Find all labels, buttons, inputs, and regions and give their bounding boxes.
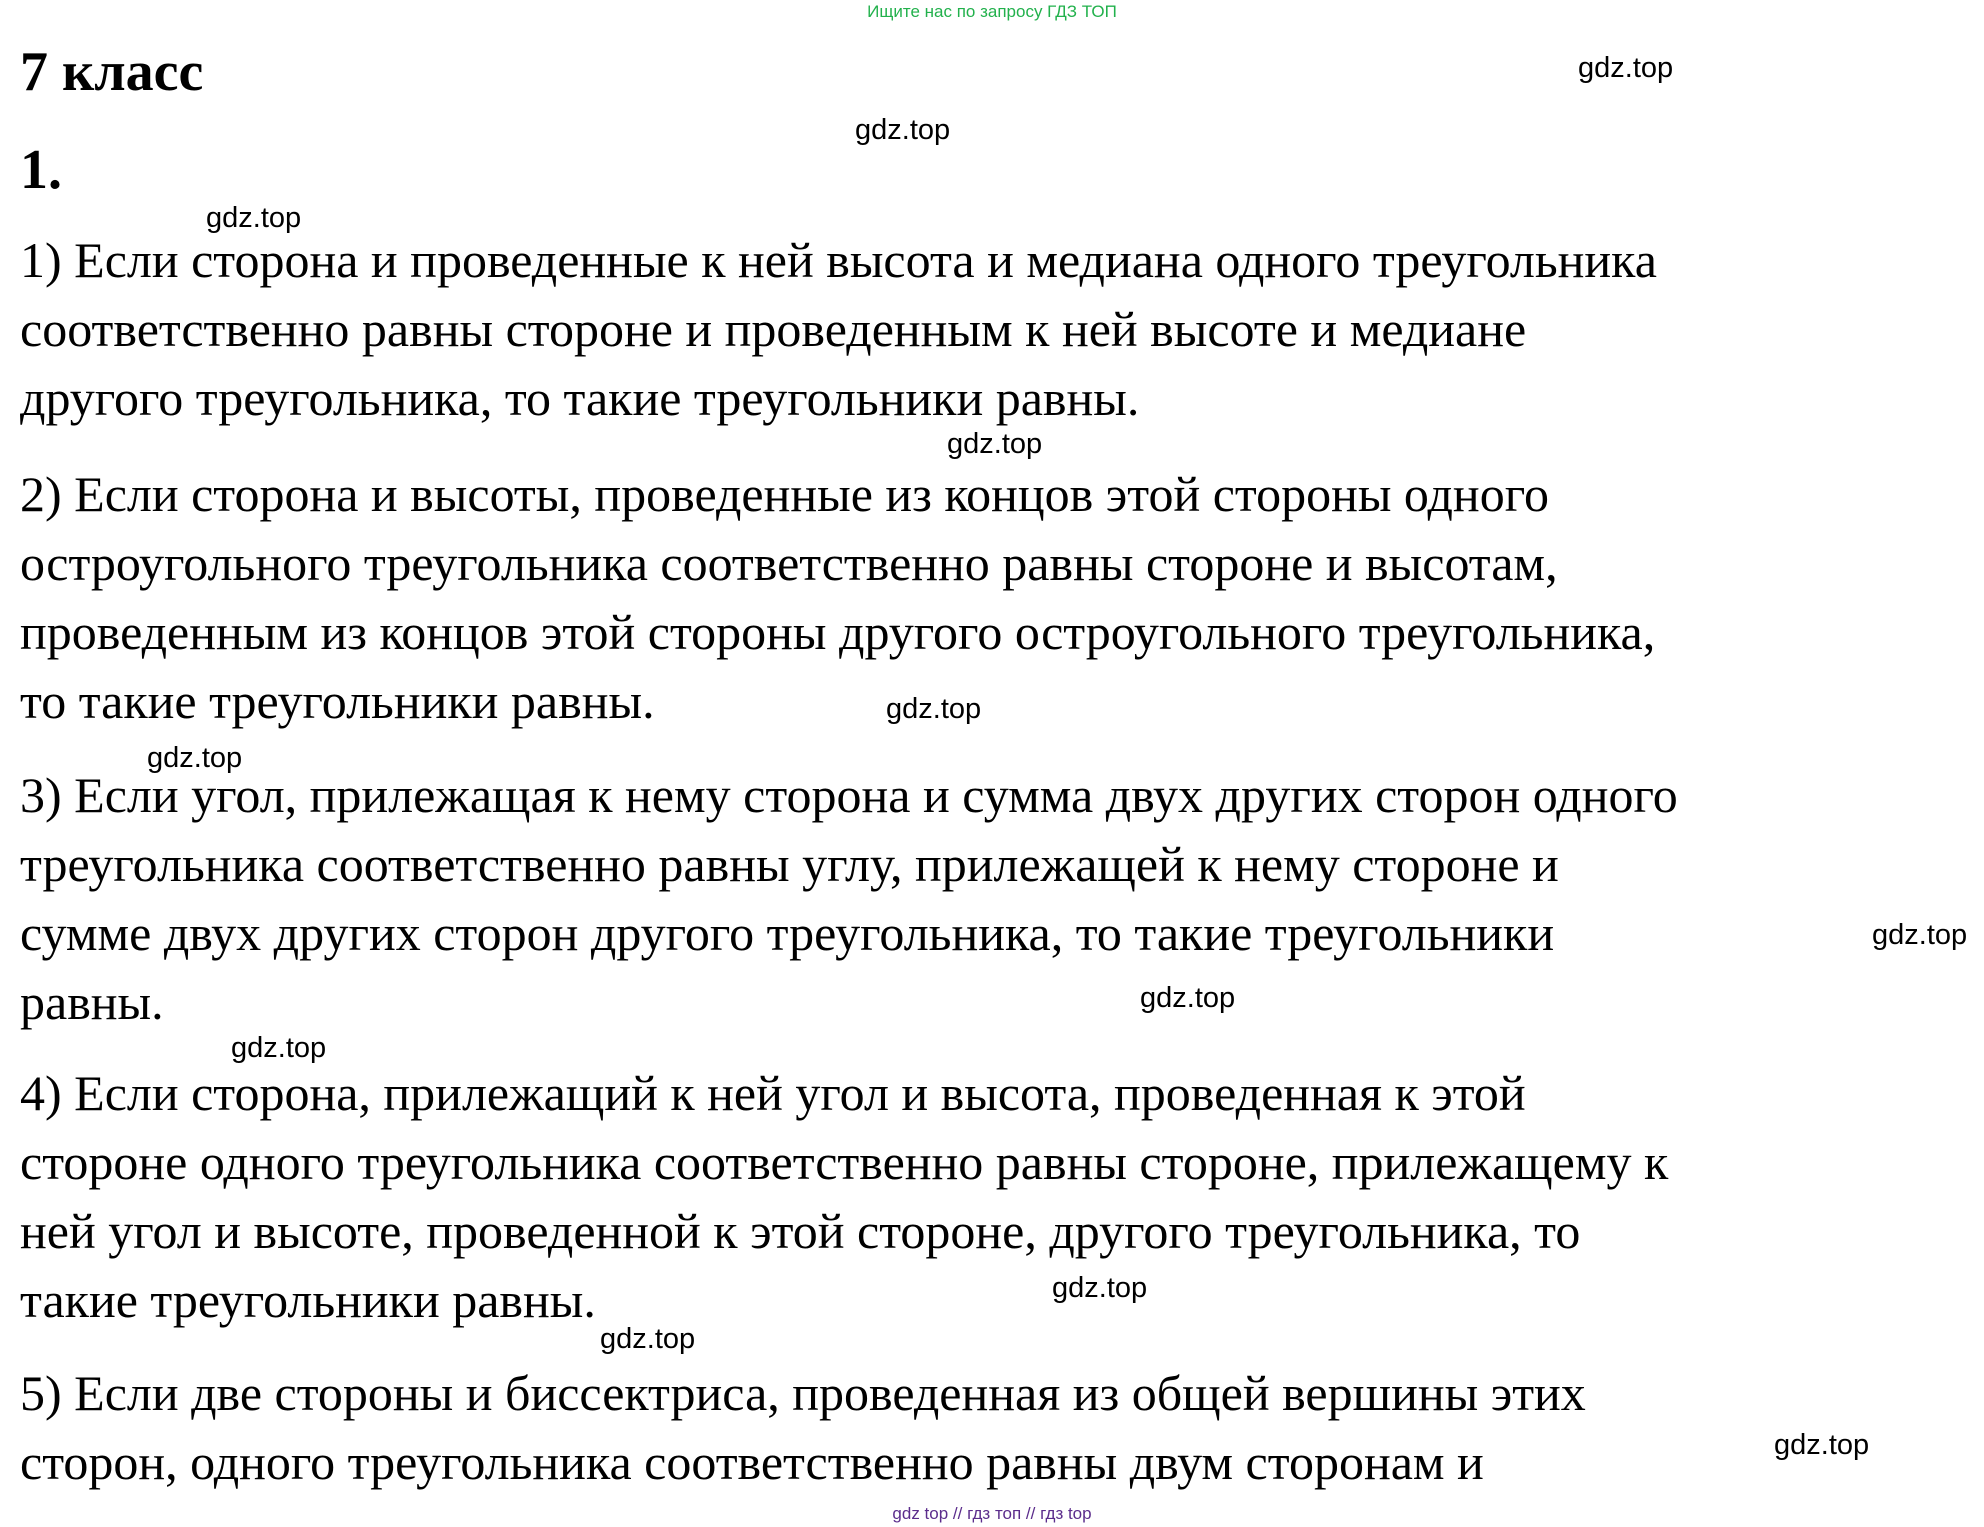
watermark: gdz.top [1052,1272,1148,1304]
watermark: gdz.top [1774,1429,1870,1461]
watermark: gdz.top [947,428,1043,460]
paragraph-line: такие треугольники равны. [20,1272,596,1328]
paragraph-line: 2) Если сторона и высоты, проведенные из концов этой стороны одного [20,466,1549,522]
paragraph-line: то такие треугольники равны. [20,673,655,729]
paragraph-line: стороне одного треугольника соответственно равны стороне, прилежащему к [20,1134,1669,1190]
footer-links: gdz top // гдз топ // гдз top [892,1504,1092,1523]
task-number: 1. [20,139,62,201]
watermark: gdz.top [1578,52,1674,84]
watermark: gdz.top [1872,919,1968,951]
paragraph-line: сумме двух других сторон другого треугольника, то такие треугольники [20,905,1555,961]
paragraph-line: равны. [20,974,164,1030]
watermark: gdz.top [600,1323,696,1355]
paragraph-line: остроугольного треугольника соответственно равны стороне и высотам, [20,535,1558,591]
paragraph-line: треугольника соответственно равны углу, прилежащей к нему стороне и [20,836,1559,892]
paragraph-line: соответственно равны стороне и проведенным к ней высоте и медиане [20,301,1527,357]
watermark: gdz.top [206,202,302,234]
watermark: gdz.top [231,1032,327,1064]
paragraph-line: 5) Если две стороны и биссектриса, проведенная из общей вершины этих [20,1365,1586,1421]
paragraph-1 [20,226,1980,433]
watermark: gdz.top [1140,982,1236,1014]
grade-title: 7 класс [20,41,204,103]
watermark: gdz.top [855,114,951,146]
paragraph-4 [20,1059,1980,1335]
paragraph-5 [20,1359,1980,1497]
paragraph-line: 1) Если сторона и проведенные к ней высота и медиана одного треугольника [20,232,1657,288]
paragraph-line: ней угол и высоте, проведенной к этой стороне, другого треугольника, то [20,1203,1581,1259]
watermark: gdz.top [886,693,982,725]
watermark: gdz.top [147,742,243,774]
paragraph-2 [20,460,1980,736]
paragraph-line: 3) Если угол, прилежащая к нему сторона и сумма двух других сторон одного [20,767,1678,823]
paragraph-line: другого треугольника, то такие треугольники равны. [20,370,1140,426]
paragraph-line: сторон, одного треугольника соответственно равны двум сторонам и [20,1434,1484,1490]
paragraph-3 [20,761,1980,1037]
top-banner: Ищите нас по запросу ГДЗ ТОП [867,2,1117,21]
paragraph-line: проведенным из концов этой стороны другого остроугольного треугольника, [20,604,1656,660]
paragraph-line: 4) Если сторона, прилежащий к ней угол и высота, проведенная к этой [20,1065,1526,1121]
